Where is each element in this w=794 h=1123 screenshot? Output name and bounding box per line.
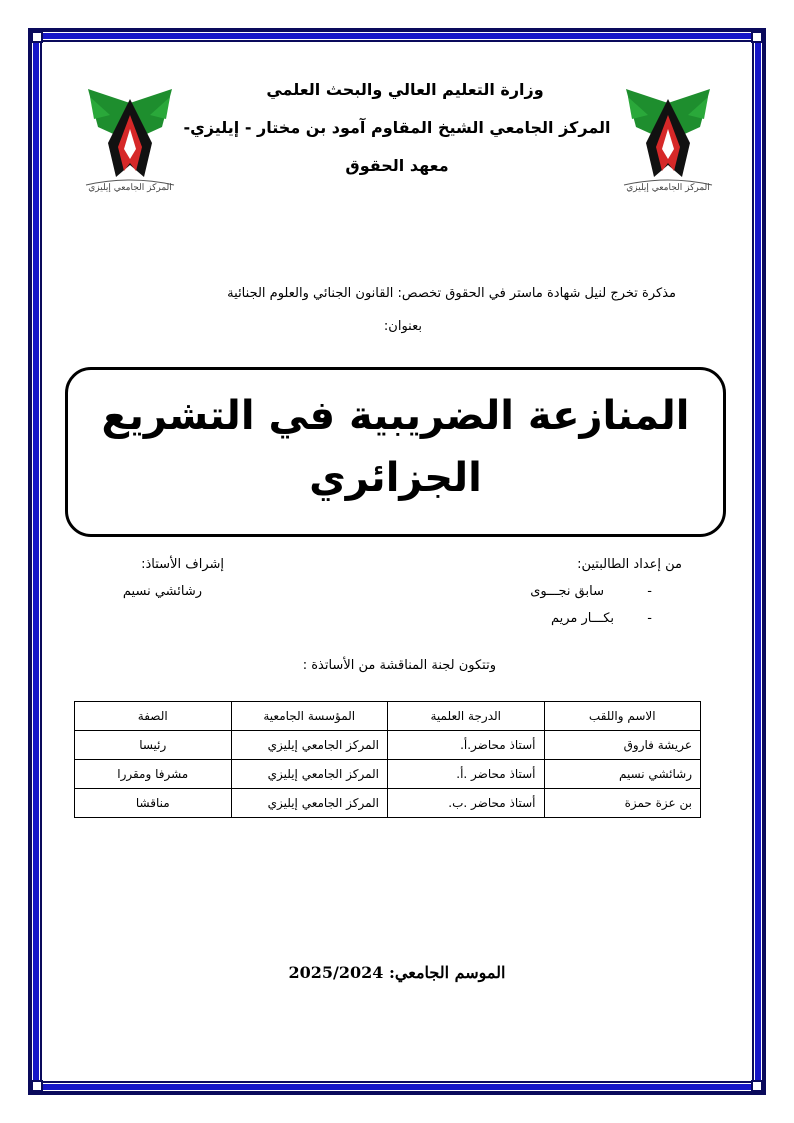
table-cell: عريشة فاروق bbox=[544, 731, 701, 760]
supervisor-label: إشراف الأستاذ: bbox=[141, 557, 224, 572]
university-emblem-icon bbox=[80, 85, 180, 195]
university-logo-right bbox=[618, 85, 718, 195]
column-header: الاسم واللقب bbox=[544, 702, 701, 731]
table-cell: المركز الجامعي إيليزي bbox=[231, 731, 388, 760]
table-cell: بن عزة حمزة bbox=[544, 789, 701, 818]
border-corner bbox=[31, 1080, 43, 1092]
logo-caption: المركز الجامعي إيليزي bbox=[626, 183, 710, 193]
table-row bbox=[75, 760, 701, 789]
column-header: الصفة bbox=[75, 702, 232, 731]
institute-name: معهد الحقوق bbox=[345, 156, 449, 175]
table-row bbox=[75, 731, 701, 760]
thesis-title-line1: المنازعة الضريبية في التشريع bbox=[101, 393, 690, 439]
table-cell: مشرفا ومقررا bbox=[75, 760, 232, 789]
table-cell: المركز الجامعي إيليزي bbox=[231, 789, 388, 818]
table-cell: رشائشي نسيم bbox=[544, 760, 701, 789]
academic-season: الموسم الجامعي: 2025/2024 bbox=[288, 963, 506, 982]
thesis-title-line2: الجزائري bbox=[309, 455, 482, 501]
student-name-2-bullet: - bbox=[647, 611, 652, 626]
title-label: بعنوان: bbox=[383, 319, 422, 334]
table-cell: أستاذ محاضر.أ. bbox=[388, 731, 545, 760]
border-corner bbox=[751, 1080, 763, 1092]
committee-intro: وتتكون لجنة المناقشة من الأساتذة : bbox=[302, 658, 496, 673]
table-cell: رئيسا bbox=[75, 731, 232, 760]
border-corner bbox=[31, 31, 43, 43]
column-header: الدرجة العلمية bbox=[388, 702, 545, 731]
students-label: من إعداد الطالبتين: bbox=[577, 557, 682, 572]
degree-line: مذكرة تخرج لنيل شهادة ماستر في الحقوق تخصص: القانون الجنائي والعلوم الجنائية bbox=[227, 286, 676, 301]
ministry-name: وزارة التعليم العالي والبحث العلمي bbox=[266, 80, 544, 99]
logo-caption: المركز الجامعي إيليزي bbox=[88, 183, 172, 193]
table-cell: أستاذ محاضر .أ. bbox=[388, 760, 545, 789]
table-cell: مناقشا bbox=[75, 789, 232, 818]
student-name-1: سابق نجـــوى bbox=[530, 584, 604, 599]
thesis-title-box bbox=[65, 367, 726, 537]
border-corner bbox=[751, 31, 763, 43]
committee-table bbox=[74, 701, 701, 818]
student-name-1-bullet: - bbox=[647, 584, 652, 599]
table-cell: المركز الجامعي إيليزي bbox=[231, 760, 388, 789]
table-cell: أستاذ محاضر .ب. bbox=[388, 789, 545, 818]
table-row bbox=[75, 789, 701, 818]
student-name-2: بكـــار مريم bbox=[550, 611, 614, 626]
university-name: المركز الجامعي الشيخ المقاوم آمود بن مختار - إيليزي- bbox=[183, 118, 611, 137]
table-header-row bbox=[75, 702, 701, 731]
university-emblem-icon bbox=[618, 85, 718, 195]
supervisor-name: رشائشي نسيم bbox=[122, 584, 202, 599]
university-logo-left bbox=[80, 85, 180, 195]
column-header: المؤسسة الجامعية bbox=[231, 702, 388, 731]
